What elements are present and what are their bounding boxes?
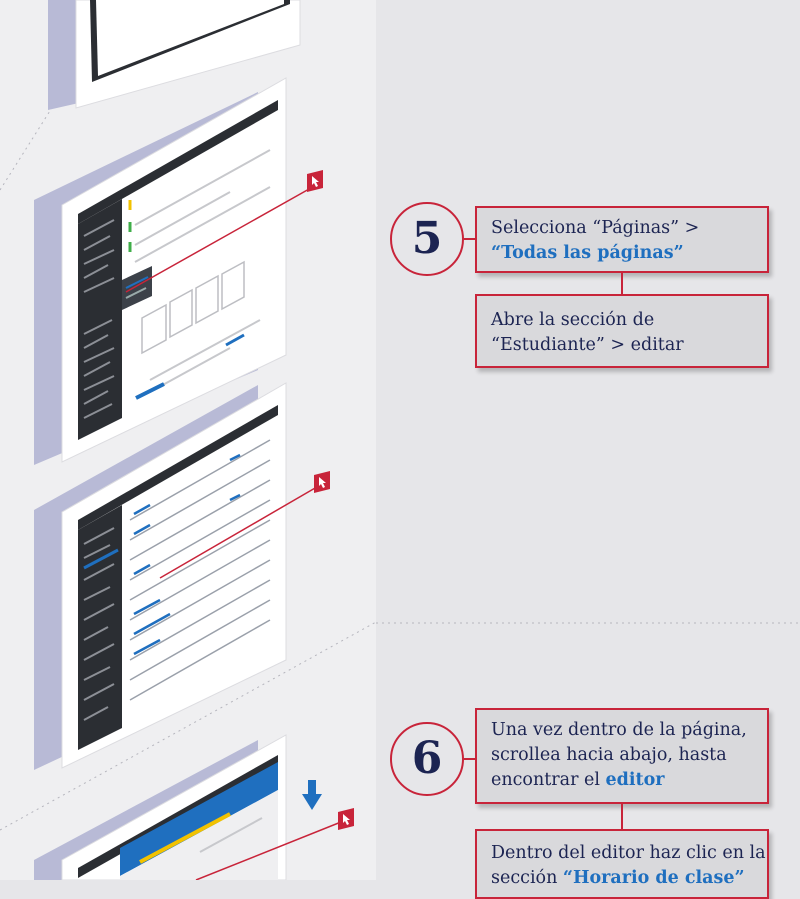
step-5-sub-line-1: Abre la sección de: [491, 310, 655, 330]
step-6-line-1: Una vez dentro de la página,: [491, 720, 747, 740]
step-6-line-2: scrollea hacia abajo, hasta: [491, 745, 727, 765]
wordpress-screens-illustration: [0, 0, 376, 880]
step-6-sub-line-2-text: sección: [491, 868, 563, 888]
step-6-box-connector: [621, 804, 623, 830]
step-6-line-3: [491, 768, 767, 793]
step-6-number: 6: [411, 733, 443, 784]
step-5-sub-line-2: “Estudiante” > editar: [491, 335, 684, 355]
cursor-icon: [312, 471, 332, 493]
step-6-highlight-class-schedule: “Horario de clase”: [562, 868, 745, 888]
step-5-badge: [390, 202, 464, 276]
step-5-instruction-box: [475, 206, 769, 273]
step-5-box-connector: [621, 273, 623, 295]
step-5-number: 5: [411, 213, 443, 264]
screen-previous: [48, 0, 376, 110]
step-5-line-1: Selecciona “Páginas” >: [491, 218, 700, 238]
step-6-sub-line-1: Dentro del editor haz clic en la: [491, 843, 766, 863]
cursor-icon: [305, 170, 325, 192]
step-6-instruction-box: [475, 708, 769, 804]
step-5-highlight-all-pages: “Todas las páginas”: [491, 243, 684, 263]
cursor-icon: [336, 808, 356, 830]
section-divider: [376, 621, 800, 625]
step-6-substep-box: [475, 829, 769, 899]
step-6-highlight-editor: editor: [605, 770, 665, 790]
step-6-sub-line-2: [491, 866, 767, 891]
step-5-substep-box: [475, 294, 769, 368]
step-6-line-3-text: encontrar el: [491, 770, 606, 790]
step-6-badge: [390, 722, 464, 796]
scroll-down-arrow-icon: [302, 780, 322, 810]
